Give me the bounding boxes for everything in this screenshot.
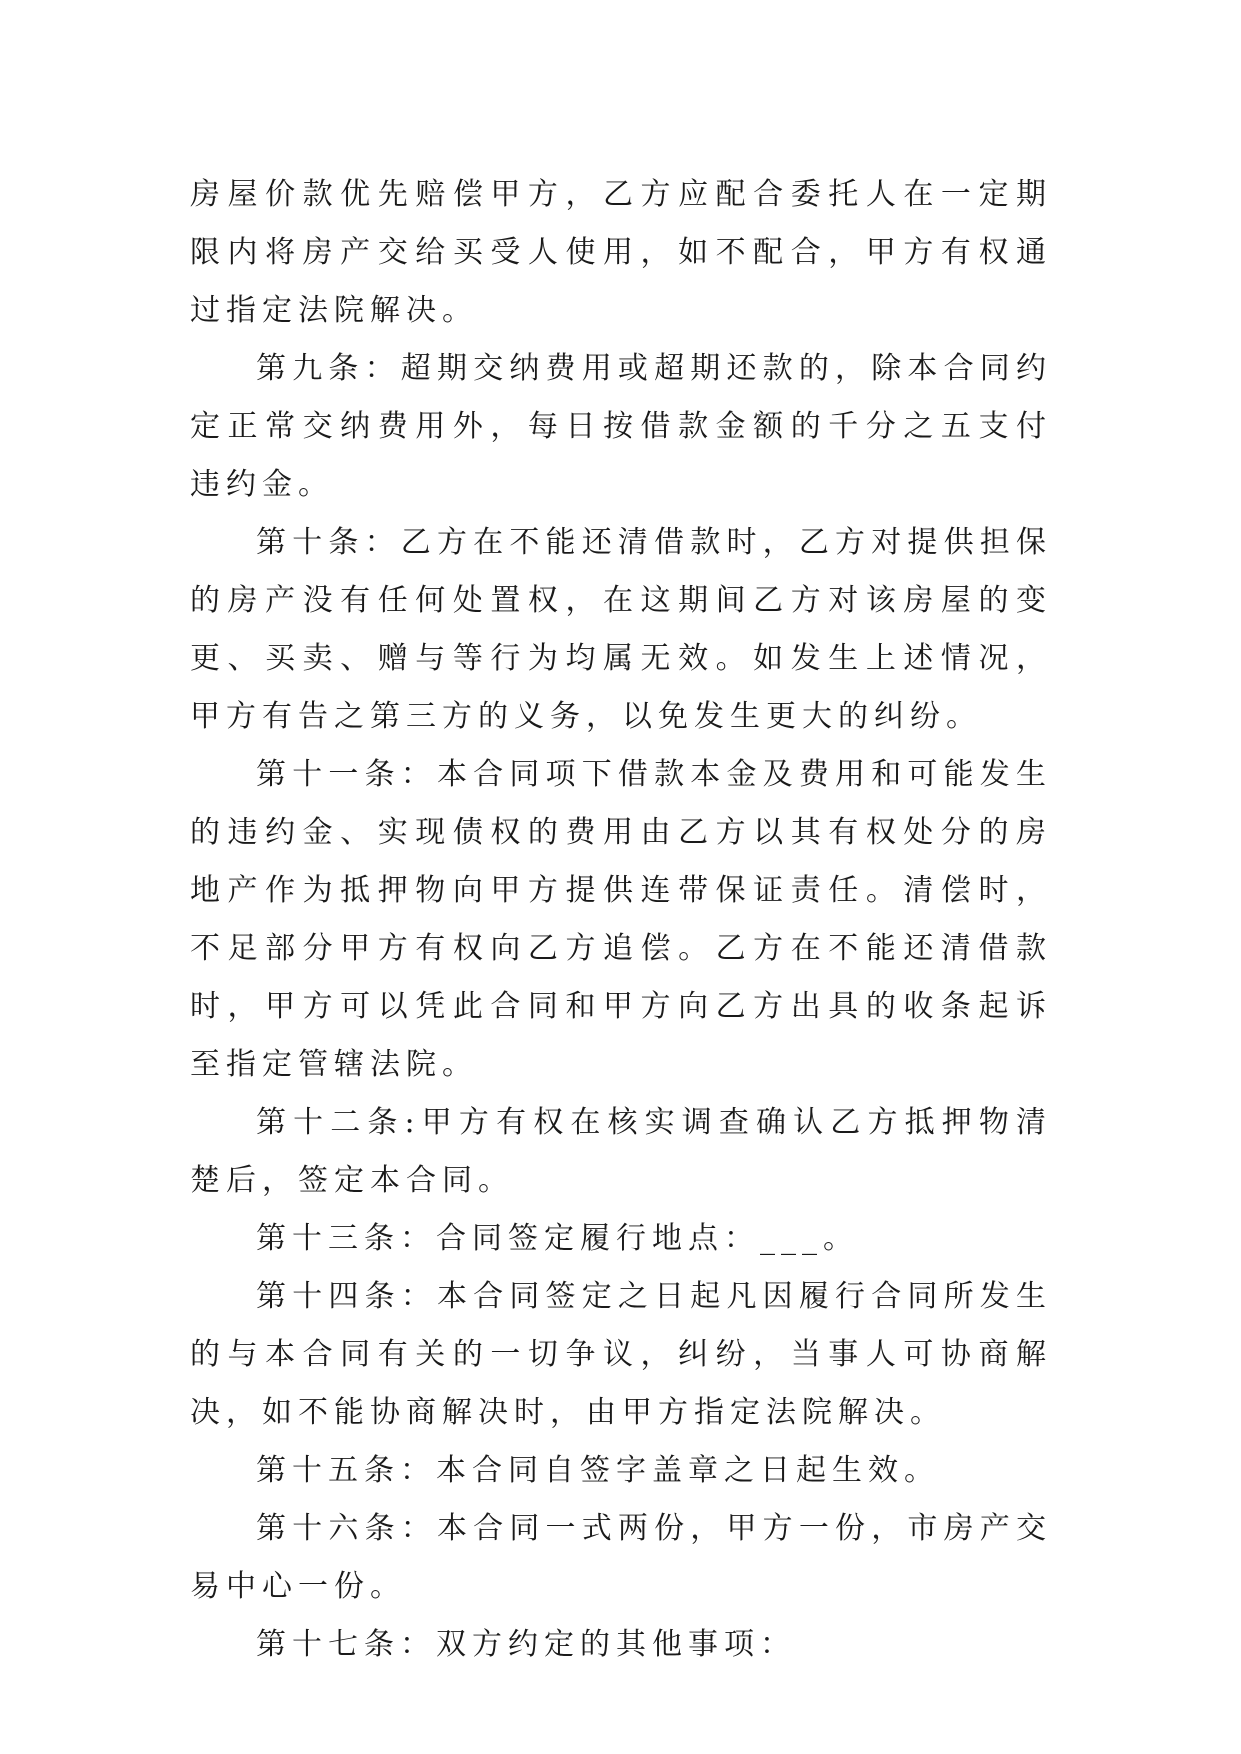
article-15: 第十五条：本合同自签字盖章之日起生效。 (256, 1453, 940, 1488)
article-17: 第十七条：双方约定的其他事项： (256, 1627, 796, 1662)
paragraph-continuation: 房屋价款优先赔偿甲方，乙方应配合委托人在一定期限内将房产交给买受人使用，如不配合，甲方有权通过指定法院解决。 (190, 177, 1052, 328)
article-10: 第十条：乙方在不能还清借款时，乙方对提供担保的房产没有任何处置权，在这期间乙方对该房屋的变更、买卖、赠与等行为均属无效。如发生上述情况，甲方有告之第三方的义务，以免发生更大的纠纷。 (190, 525, 1052, 734)
document-body (190, 166, 1052, 1674)
article-12: 第十二条:甲方有权在核实调查确认乙方抵押物清楚后，签定本合同。 (190, 1105, 1052, 1198)
article-16: 第十六条：本合同一式两份，甲方一份，市房产交易中心一份。 (190, 1511, 1052, 1604)
article-13: 第十三条：合同签定履行地点：___。 (256, 1221, 859, 1256)
article-11: 第十一条：本合同项下借款本金及费用和可能发生的违约金、实现债权的费用由乙方以其有权处分的房地产作为抵押物向甲方提供连带保证责任。清偿时，不足部分甲方有权向乙方追偿。乙方在不能还清借款时，甲方可以凭此合同和甲方向乙方出具的收条起诉至指定管辖法院。 (190, 757, 1052, 1082)
article-14: 第十四条：本合同签定之日起凡因履行合同所发生的与本合同有关的一切争议，纠纷，当事人可协商解决，如不能协商解决时，由甲方指定法院解决。 (190, 1279, 1052, 1430)
article-9: 第九条：超期交纳费用或超期还款的，除本合同约定正常交纳费用外，每日按借款金额的千分之五支付违约金。 (190, 351, 1052, 502)
